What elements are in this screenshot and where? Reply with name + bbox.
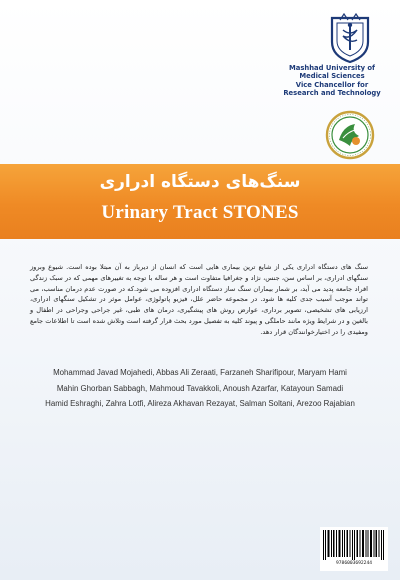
authors-line-1: Mohammad Javad Mojahedi, Abbas Ali Zeraati, Farzaneh Sharifipour, Maryam Hami (53, 368, 347, 377)
barcode-icon (322, 530, 386, 560)
book-description: سنگ های دستگاه ادراری یکی از شایع ترین بیماری هایی است که انسان از دیرباز به آن مبتلا بوده است. شیوع وبروز سنگهای ادراری، بر اساس سن، جنس، نژاد و جغرافیا متفاوت است و هر ساله با توجه به تغییرهای مهمی که در سبک زندگی افراد جامعه پدید می آید، بر شمار بیماران سنگ ساز دستگاه ادراری افزوده می شود.که در صورت عدم درمان مناسب، می تواند موجب آسیب جدی کلیه ها شود. در مجموعه حاضر علل، فیزیو پاتولوژی، عوامل موثر در تشکیل سنگهای ادراری، ارزیابی های تشخیصی، تصویر برداری، عوارض روش های پیشگیری، درمان های طبی، غیر جراحی وجراحی در اطفال و بالغین و در شرایط ویژه مانند حاملگی و پیوند کلیه به تفصیل مورد بحث قرار گرفته است وتلاش شده است تا اطلاعات جامع ومفیدی را در اختیارخوانندگان قرار دهد. (30, 263, 368, 336)
university-line-1: Mashhad University of (288, 64, 376, 72)
authors-list (18, 365, 382, 412)
university-line-3: Vice Chancellor for (295, 80, 369, 89)
research-seal-icon (325, 110, 375, 160)
university-line-2: Medical Sciences (299, 72, 365, 81)
university-name (272, 64, 392, 98)
university-line-4: Research and Technology (283, 89, 381, 98)
isbn-number: 9786003692244 (336, 561, 372, 566)
authors-line-2: Mahin Ghorban Sabbagh, Mahmoud Tavakkoli, Anoush Azarfar, Katayoun Samadi (56, 383, 344, 393)
title-english: Urinary Tract STONES (101, 202, 299, 223)
university-logo-icon (328, 12, 372, 64)
title-persian: سنگ‌های دستگاه ادراری (99, 172, 301, 192)
authors-line-3: Hamid Eshraghi, Zahra Lotfi, Alireza Akhavan Rezayat, Salman Soltani, Arezoo Rajabian (45, 399, 355, 408)
title-banner (0, 164, 400, 239)
barcode (320, 527, 388, 571)
